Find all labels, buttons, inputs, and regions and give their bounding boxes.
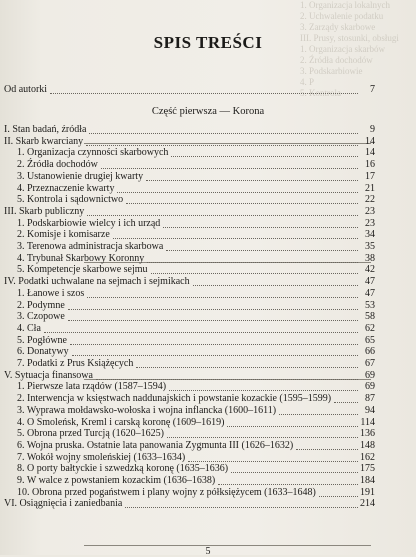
dot-leader — [319, 496, 358, 497]
entry-page-number: 162 — [360, 452, 375, 463]
toc-subentry — [0, 440, 416, 451]
entry-title: 4. Trybunał Skarbowy Koronny — [17, 253, 145, 264]
dot-leader — [296, 449, 358, 450]
toc-chapter — [0, 276, 416, 287]
entry-page-number: 184 — [360, 475, 375, 486]
dot-leader — [68, 320, 358, 321]
bleed-line: 4. P — [300, 77, 315, 87]
entry-page-number: 66 — [365, 346, 375, 357]
entry-title: VI. Osiągnięcia i zaniedbania — [4, 498, 123, 509]
entry-page-number: 191 — [360, 487, 375, 498]
entry-title: II. Skarb kwarciany — [4, 136, 84, 147]
toc-subentry — [0, 475, 416, 486]
entry-page-number: 62 — [365, 323, 375, 334]
entry-title: 1. Organizacja czynności skarbowych — [17, 147, 169, 158]
toc-subentry — [0, 487, 416, 498]
dot-leader — [166, 250, 358, 251]
entry-page-number: 114 — [360, 417, 375, 428]
toc-subentry — [0, 393, 416, 404]
bleed-line: 1. Organizacja lokalnych — [300, 0, 391, 10]
entry-title: 2. Komisje i komisarze — [17, 229, 110, 240]
dot-leader — [169, 390, 358, 391]
entry-page-number: 94 — [365, 405, 375, 416]
entry-page-number: 53 — [365, 300, 375, 311]
toc-subentry — [0, 183, 416, 194]
bleed-line: 2. Źródła dochodów — [300, 55, 373, 65]
entry-page-number: 9 — [370, 124, 375, 135]
entry-title: 4. Przeznaczenie kwarty — [17, 183, 115, 194]
dot-leader — [70, 344, 358, 345]
entry-title: 3. Ustanowienie drugiej kwarty — [17, 171, 144, 182]
entry-title: 2. Źródła dochodów — [17, 159, 98, 170]
dot-leader — [146, 180, 358, 181]
entry-page-number: 17 — [365, 171, 375, 182]
entry-title: V. Sytuacja finansowa — [4, 370, 93, 381]
dot-leader — [151, 273, 358, 274]
dot-leader — [68, 309, 358, 310]
entry-page-number: 67 — [365, 358, 375, 369]
toc-subentry — [0, 323, 416, 334]
entry-title: I. Stan badań, źródła — [4, 124, 87, 135]
entry-page-number: 21 — [365, 183, 375, 194]
dot-leader — [101, 168, 358, 169]
entry-title: 9. W walce z powstaniem kozackim (1636–1638) — [17, 475, 216, 486]
page-number: 5 — [205, 546, 211, 557]
toc-subentry — [0, 405, 416, 416]
entry-page-number: 58 — [365, 311, 375, 322]
bleed-line: 2. Uchwalenie podatku — [300, 11, 384, 21]
toc-subentry — [0, 147, 416, 158]
entry-page-number: 47 — [365, 288, 375, 299]
toc-subentry — [0, 300, 416, 311]
toc-subentry — [0, 253, 416, 264]
entry-title: 5. Pogłówne — [17, 335, 67, 346]
entry-title: 1. Podskarbiowie wielcy i ich urząd — [17, 218, 161, 229]
toc-chapter — [0, 136, 416, 147]
entry-page-number: 14 — [365, 147, 375, 158]
entry-page-number: 69 — [365, 381, 375, 392]
toc-subentry — [0, 159, 416, 170]
toc-subentry — [0, 264, 416, 275]
entry-title: 4. O Smoleńsk, Kreml i carską koronę (1609–1619) — [17, 417, 225, 428]
toc-subentry — [0, 229, 416, 240]
entry-title: 2. Interwencja w księstwach naddunajskich i powstanie kozackie (1595–1599) — [17, 393, 332, 404]
page-title: SPIS TREŚCI — [153, 33, 263, 52]
toc-subentry — [0, 241, 416, 252]
toc-subentry — [0, 452, 416, 463]
entry-title: 3. Wyprawa mołdawsko-wołoska i wojna inflancka (1600–1611) — [17, 405, 277, 416]
entry-page-number: 87 — [365, 393, 375, 404]
entry-title: 7. Podatki z Prus Książęcych — [17, 358, 134, 369]
toc-chapter — [0, 206, 416, 217]
toc-subentry — [0, 417, 416, 428]
dot-leader — [72, 355, 358, 356]
entry-title: 3. Czopowe — [17, 311, 65, 322]
toc-subentry — [0, 463, 416, 474]
dot-leader — [87, 215, 358, 216]
dot-leader — [218, 484, 358, 485]
toc-subentry — [0, 288, 416, 299]
entry-title: Od autorki — [4, 84, 48, 95]
dot-leader — [231, 472, 358, 473]
toc-subentry — [0, 194, 416, 205]
toc-subentry — [0, 218, 416, 229]
entry-page-number: 214 — [360, 498, 375, 509]
entry-page-number: 22 — [365, 194, 375, 205]
entry-title: 3. Terenowa administracja skarbowa — [17, 241, 164, 252]
dot-leader — [87, 297, 358, 298]
bleed-line: 3. Zarządy skarbowe — [300, 22, 376, 32]
part-title: Część pierwsza — Korona — [151, 106, 265, 117]
entry-title: 6. Wojna pruska. Ostatnie lata panowania Zygmunta III (1626–1632) — [17, 440, 294, 451]
dot-leader — [188, 461, 358, 462]
toc-subentry — [0, 428, 416, 439]
entry-title: 4. Cła — [17, 323, 41, 334]
entry-page-number: 42 — [365, 264, 375, 275]
entry-title: 5. Kontrola i sądownictwo — [17, 194, 124, 205]
entry-title: 10. Obrona przed pogaństwem i plany wojny z półksiężycem (1633–1648) — [17, 487, 316, 498]
entry-page-number: 23 — [365, 218, 375, 229]
entry-page-number: 35 — [365, 241, 375, 252]
entry-title: 2. Podymne — [17, 300, 65, 311]
entry-title: 7. Wokół wojny smoleńskiej (1633–1634) — [17, 452, 186, 463]
entry-title: 6. Donatywy — [17, 346, 69, 357]
toc-subentry — [0, 381, 416, 392]
bleed-line: 1. Organizacja skarbów — [300, 44, 386, 54]
entry-page-number: 69 — [365, 370, 375, 381]
entry-page-number: 16 — [365, 159, 375, 170]
dot-leader — [117, 192, 358, 193]
dot-leader — [113, 238, 358, 239]
entry-title: 5. Kompetencje skarbowe sejmu — [17, 264, 148, 275]
dot-leader — [167, 437, 358, 438]
entry-page-number: 7 — [370, 84, 375, 95]
entry-title: III. Skarb publiczny — [4, 206, 85, 217]
dot-leader — [193, 285, 358, 286]
toc-subentry — [0, 346, 416, 357]
toc-subentry — [0, 311, 416, 322]
entry-title: 8. O porty bałtyckie i szwedzką koronę (1635–1636) — [17, 463, 229, 474]
toc-chapter — [0, 370, 416, 381]
entry-title: 1. Pierwsze lata rządów (1587–1594) — [17, 381, 167, 392]
toc-subentry — [0, 358, 416, 369]
entry-page-number: 148 — [360, 440, 375, 451]
entry-page-number: 65 — [365, 335, 375, 346]
entry-page-number: 175 — [360, 463, 375, 474]
dot-leader — [279, 414, 358, 415]
dot-leader — [89, 133, 358, 134]
dot-leader — [126, 203, 358, 204]
bleed-line: III. Prusy, stosunki, obsługi — [300, 33, 399, 43]
bleed-line: 3. Podskarbiowie — [300, 66, 363, 76]
entry-title: IV. Podatki uchwalane na sejmach i sejmikach — [4, 276, 190, 287]
entry-page-number: 34 — [365, 229, 375, 240]
dot-leader — [86, 145, 358, 146]
dot-leader — [147, 262, 358, 263]
entry-page-number: 47 — [365, 276, 375, 287]
toc-subentry — [0, 335, 416, 346]
entry-page-number: 136 — [360, 428, 375, 439]
dot-leader — [50, 93, 358, 94]
dot-leader — [171, 156, 358, 157]
dot-leader — [96, 379, 358, 380]
toc-subentry — [0, 171, 416, 182]
dot-leader — [136, 367, 358, 368]
entry-title: 5. Obrona przed Turcją (1620–1625) — [17, 428, 164, 439]
dot-leader — [163, 227, 358, 228]
entry-title: 1. Łanowe i szos — [17, 288, 85, 299]
toc-entry-front — [0, 84, 416, 95]
dot-leader — [125, 507, 358, 508]
toc-chapter — [0, 498, 416, 509]
bleed-line: 5. Kontrola — [300, 88, 341, 98]
dot-leader — [44, 332, 358, 333]
toc-chapter — [0, 124, 416, 135]
entry-page-number: 23 — [365, 206, 375, 217]
dot-leader — [334, 402, 358, 403]
entry-page-number: 14 — [365, 136, 375, 147]
entry-page-number: 38 — [365, 253, 375, 264]
dot-leader — [227, 426, 358, 427]
